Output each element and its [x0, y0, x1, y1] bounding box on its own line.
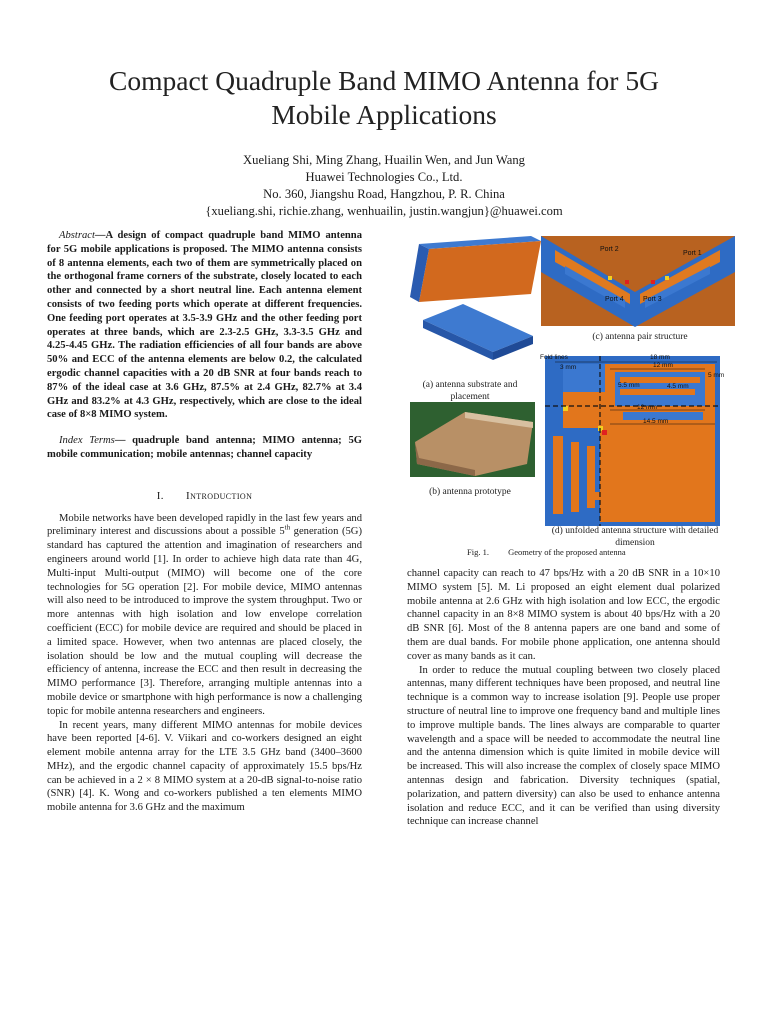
dim-3mm: 3 mm [560, 364, 577, 371]
index-terms-lead: Index Terms [59, 435, 115, 447]
author-email: {xueliang.shi, richie.zhang, wenhuailin, justin.wangjun}@huawei.com [205, 204, 563, 218]
intro-paragraph-4: In order to reduce the mutual coupling between two closely placed antennas, many different techniques have been proposed, and neutral line technique is a common way to increase isolation [9]. People use proper structure of neutral line to improve one frequency band and multiple lines to improve multiple bands. The lines always are comparable to quarter wavelength and a space will be needed to accommodate the neutral line and the antenna dimension which is quite limited in mobile device will be increased. This will also increase the complex of closely space MIMO antennas design and fabrication. Diversity techniques (spatial, polarization, and pattern diversity) can also be used to enhance antenna isolation and reduce ECC, and it can be verified than using diversity technique can increase channel [407, 664, 720, 828]
author-block [40, 152, 728, 220]
port-2-label: Port 2 [600, 246, 619, 253]
label-d: (d) unfolded antenna structure with detailed dimension [551, 526, 719, 548]
substrate-top-panel [410, 236, 541, 302]
index-terms [47, 434, 362, 462]
fold-lines-label: Fold lines [540, 354, 568, 361]
port-4-label: Port 4 [605, 296, 624, 303]
caption-number: Fig. 1. [467, 547, 489, 557]
title-line-2: Mobile Applications [271, 99, 497, 130]
substrate-bottom-panel [423, 304, 533, 360]
figure-caption [467, 547, 626, 557]
label-c: (c) antenna pair structure [592, 332, 688, 342]
left-column [47, 229, 362, 815]
port-1-label: Port 1 [683, 250, 702, 257]
intro-p1-text-a: Mobile networks have been developed rapidly in the last few years and preliminary interest and discussions about a possible 5 [47, 512, 362, 538]
section-heading [47, 490, 362, 504]
antenna-pair-structure [541, 236, 735, 327]
intro-paragraph-2: In recent years, many different MIMO antennas for mobile devices have been reported [4-6]. V. Viikari and co-workers designed an eight element mobile antenna array for the LTE 3.5 GHz band (3400–3600 MHz), and the ergodic channel capacity of approximately 15.5 bps/Hz can be achieved in a 2 × 8 MIMO system at a 20-dB signal-to-noise ratio (SNR) [4]. K. Wong and co-workers published a ten elements MIMO mobile antenna for 3.6 GHz and the maximum [47, 719, 362, 814]
port-3-label: Port 3 [643, 296, 662, 303]
abstract-lead: Abstract [59, 230, 95, 241]
abstract-body: —A design of compact quadruple band MIMO antenna for 5G mobile applications is proposed. The MIMO antenna consists of 8 antenna elements, each two of them are symmetrically placed on the orthogonal frame corners of the substrate, closely located to each other and connected by a short neutral line. Each antenna element consists of two feeding ports which operate at different frequencies. One feeding port operates at 3.5-3.9 GHz and the other feeding port operates at three bands, which are 2.3-2.5 GHz, 3.3-3.5 GHz and 4.25-4.45 GHz. The radiation efficiencies of all four bands are above 50% and ECC of the antenna elements are below 0.2, the calculated ergodic channel capacities with a 20 dB SNR at four bands reach to 87% of the ideal case at 3.6 GHz, 87.5% at 2.4 GHz, 82.7% at 3.4 GHz and 83.2% at 4.3 GHz, respectively, which are close to the ideal case of 8×8 MIMO system. [47, 230, 362, 421]
dim-5-5mm: 5.5 mm [618, 382, 640, 389]
dim-14-5mm: 14.5 mm [643, 418, 669, 425]
label-b: (b) antenna prototype [429, 487, 511, 497]
abstract [47, 229, 362, 422]
dim-18mm: 18 mm [650, 354, 670, 361]
author-address: No. 360, Jiangshu Road, Hangzhou, P. R. China [263, 187, 505, 201]
dim-12mm-top: 12 mm [653, 362, 673, 369]
intro-p1-superscript: th [284, 523, 291, 532]
intro-paragraph-3: channel capacity can reach to 47 bps/Hz with a 20 dB SNR in a 10×10 MIMO system [5]. M. Li proposed an eight element dual polarized mobile antenna at 2.6 GHz with high isolation and low ECC, the ergodic channel capacity in an 8×8 MIMO system is about 40 bps/Hz with a 20 dB SNR [6]. Most of the 8 antenna papers are one band and some of them are dual bands. For mobile phone application, one antenna should cover as many bands as it can. [407, 568, 720, 662]
author-names: Xueliang Shi, Ming Zhang, Huailin Wen, and Jun Wang [243, 153, 525, 167]
author-affiliation: Huawei Technologies Co., Ltd. [305, 170, 463, 184]
antenna-prototype-photo [410, 402, 535, 477]
figure-1 [405, 232, 735, 562]
intro-p1-text-b: generation (5G) standard has captured the attention and imagination of researchers and engineers around world [1]. In order to achieve high data rate than 4G, Multi-input Multi-output (MIMO) will become one of the core technologies for 5G operation [2]. For mobile device, MIMO antennas will also need to be introduced to improve the system throughput. Two or more antennas with high isolation and low envelope correlation coefficient (ECC) for mobile device are required and should be placed in a limited space. However, when two antennas are placed closely, the isolation should be low and the mutual coupling will decrease the efficiency of antenna, increase the ECC and then result in decreasing the MIMO performance [3]. Therefore, arranging multiple antennas into a mobile device or smartphone with high performance is now a challenging topic for mobile antenna researchers and engineers. [47, 526, 362, 717]
paper-title [40, 64, 728, 132]
index-terms-body: — quadruple band antenna; MIMO antenna; 5G mobile communication; mobile antennas; channel capacity [47, 435, 362, 460]
dim-4-5mm: 4.5 mm [667, 383, 689, 390]
dim-5mm: 5 mm [708, 372, 725, 379]
title-line-1: Compact Quadruple Band MIMO Antenna for 5G [109, 65, 659, 96]
intro-paragraph-1 [47, 512, 362, 719]
section-number: I. [156, 489, 164, 502]
right-column [407, 567, 720, 829]
section-title: Introduction [186, 489, 253, 502]
label-a: (a) antenna substrate and placement [422, 380, 518, 402]
caption-text: Geometry of the proposed antenna [508, 547, 626, 557]
dim-12mm-mid: 12 mm [637, 404, 657, 411]
